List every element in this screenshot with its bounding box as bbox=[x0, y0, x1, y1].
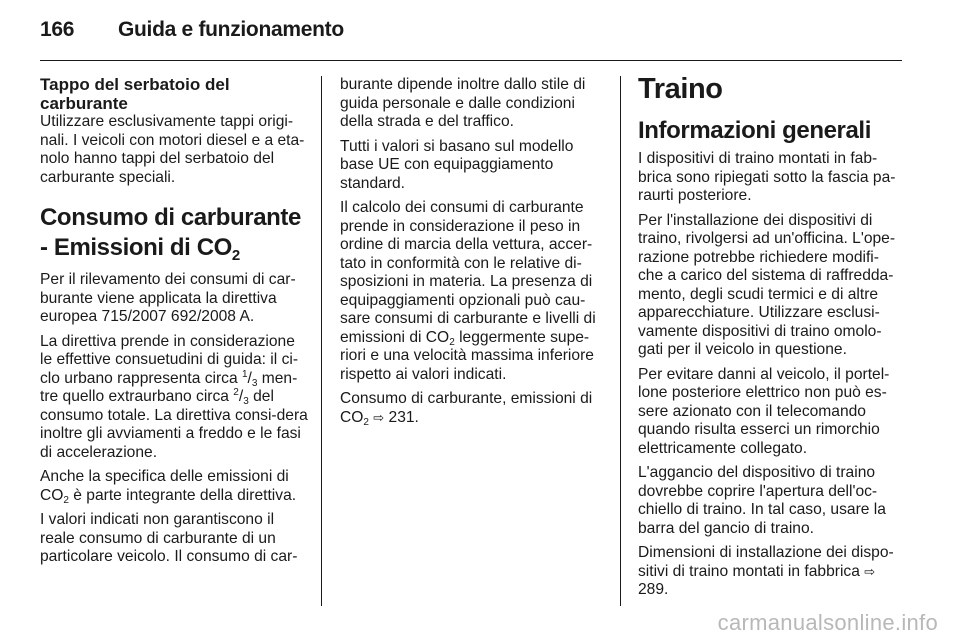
heading-tappo-serbatoio: Tappo del serbatoio del carburante bbox=[40, 75, 230, 113]
column-left bbox=[40, 76, 310, 573]
paragraph-modello-base: Tutti i valori si basano sul modello base UE con equipaggiamento standard. bbox=[340, 137, 574, 192]
paragraph-calcolo-consumi: Il calcolo dei consumi di carburante prende in considerazione il peso in ordine di marcia della vettura, accer-tato in conformità con le relative di-sposizioni in materia. La presenza di equipaggiamenti opzionali può cau-sare consumi di carburante e livelli di emissioni di $CO_2$ leggermente supe-riori e una velocità massima inferiore rispetto ai valori indicati. bbox=[340, 199, 596, 383]
column-middle bbox=[340, 76, 608, 433]
paragraph-aggancio: L'aggancio del dispositivo di traino dovrebbe coprire l'apertura dell'oc-chiello di traino. In tal caso, usare la barra del gancio di traino. bbox=[638, 464, 886, 537]
column-divider-left bbox=[321, 76, 322, 606]
paragraph-dispositivi: I dispositivi di traino montati in fab-brica sono ripiegati sotto la fascia pa-raurti posteriore. bbox=[638, 150, 896, 204]
section-title: Guida e funzionamento bbox=[118, 18, 344, 41]
header-rule bbox=[40, 60, 902, 61]
paragraph-installazione: Per l'installazione dei dispositivi di traino, rivolgersi ad un'officina. L'ope-razione potrebbe richiedere modifi-che a carico del sistema di raffredda-mento, degli scudi termici e di altre apparecchiature. Utilizzare esclusi-vamente dispositivi di traino omolo-gati per il veicolo in questione. bbox=[638, 211, 896, 358]
paragraph-consuetudini: La direttiva prende in considerazione le effettive consuetudini di guida: il ci-clo urbano rappresenta circa $^1/_3$ men-tre quello extraurbano circa $^2/_3$ del consumo totale. La direttiva consi-dera inoltre gli avviamenti a freddo e le fasi di accelerazione. bbox=[40, 332, 308, 461]
page-number: 166 bbox=[40, 18, 75, 41]
subscript: 2 bbox=[231, 247, 240, 264]
heading-informazioni-generali: Informazioni generali bbox=[638, 117, 871, 144]
heading-consumo-emissioni: Consumo di carburante - Emissioni di $CO_2$ bbox=[40, 204, 301, 264]
paragraph-riferimento-consumo: Consumo di carburante, emissioni di $CO_2$ ⇨ 231. bbox=[340, 390, 593, 428]
paragraph-tappo: Utilizzare esclusivamente tappi origi-nali. I veicoli con motori diesel e a eta-nolo hanno tappi del serbatoio del carburante speciali. bbox=[40, 113, 305, 186]
paragraph-direttiva: Per il rilevamento dei consumi di car-burante viene applicata la direttiva europea 715/2007 692/2008 A. bbox=[40, 271, 296, 325]
paragraph-portellone: Per evitare danni al veicolo, il portel-lone posteriore elettrico non può es-sere azionato con il telecomando quando risulta esserci un rimorchio elettricamente collegato. bbox=[638, 365, 890, 457]
watermark: carmanualsonline.info bbox=[717, 610, 938, 635]
column-divider-right bbox=[620, 76, 621, 606]
paragraph-valori: I valori indicati non garantiscono il reale consumo di carburante di un particolare veicolo. Il consumo di car- bbox=[40, 511, 298, 565]
paragraph-dimensioni: Dimensioni di installazione dei dispo-sitivi di traino montati in fabbrica ⇨ 289. bbox=[638, 544, 894, 598]
page-reference[interactable]: 231. bbox=[384, 408, 419, 426]
page-reference-icon: ⇨ bbox=[373, 409, 385, 425]
page-reference-icon: ⇨ bbox=[864, 563, 876, 579]
column-right bbox=[638, 73, 904, 606]
paragraph-emissioni-co2: Anche la specifica delle emissioni di $CO_2$ è parte integrante della direttiva. bbox=[40, 468, 297, 506]
heading-traino: Traino bbox=[638, 73, 723, 105]
paragraph-stile-guida: burante dipende inoltre dallo stile di guida personale e dalle condizioni della strada e del traffico. bbox=[340, 76, 586, 130]
page-reference[interactable]: 289. bbox=[638, 581, 669, 598]
page-header bbox=[40, 18, 920, 42]
